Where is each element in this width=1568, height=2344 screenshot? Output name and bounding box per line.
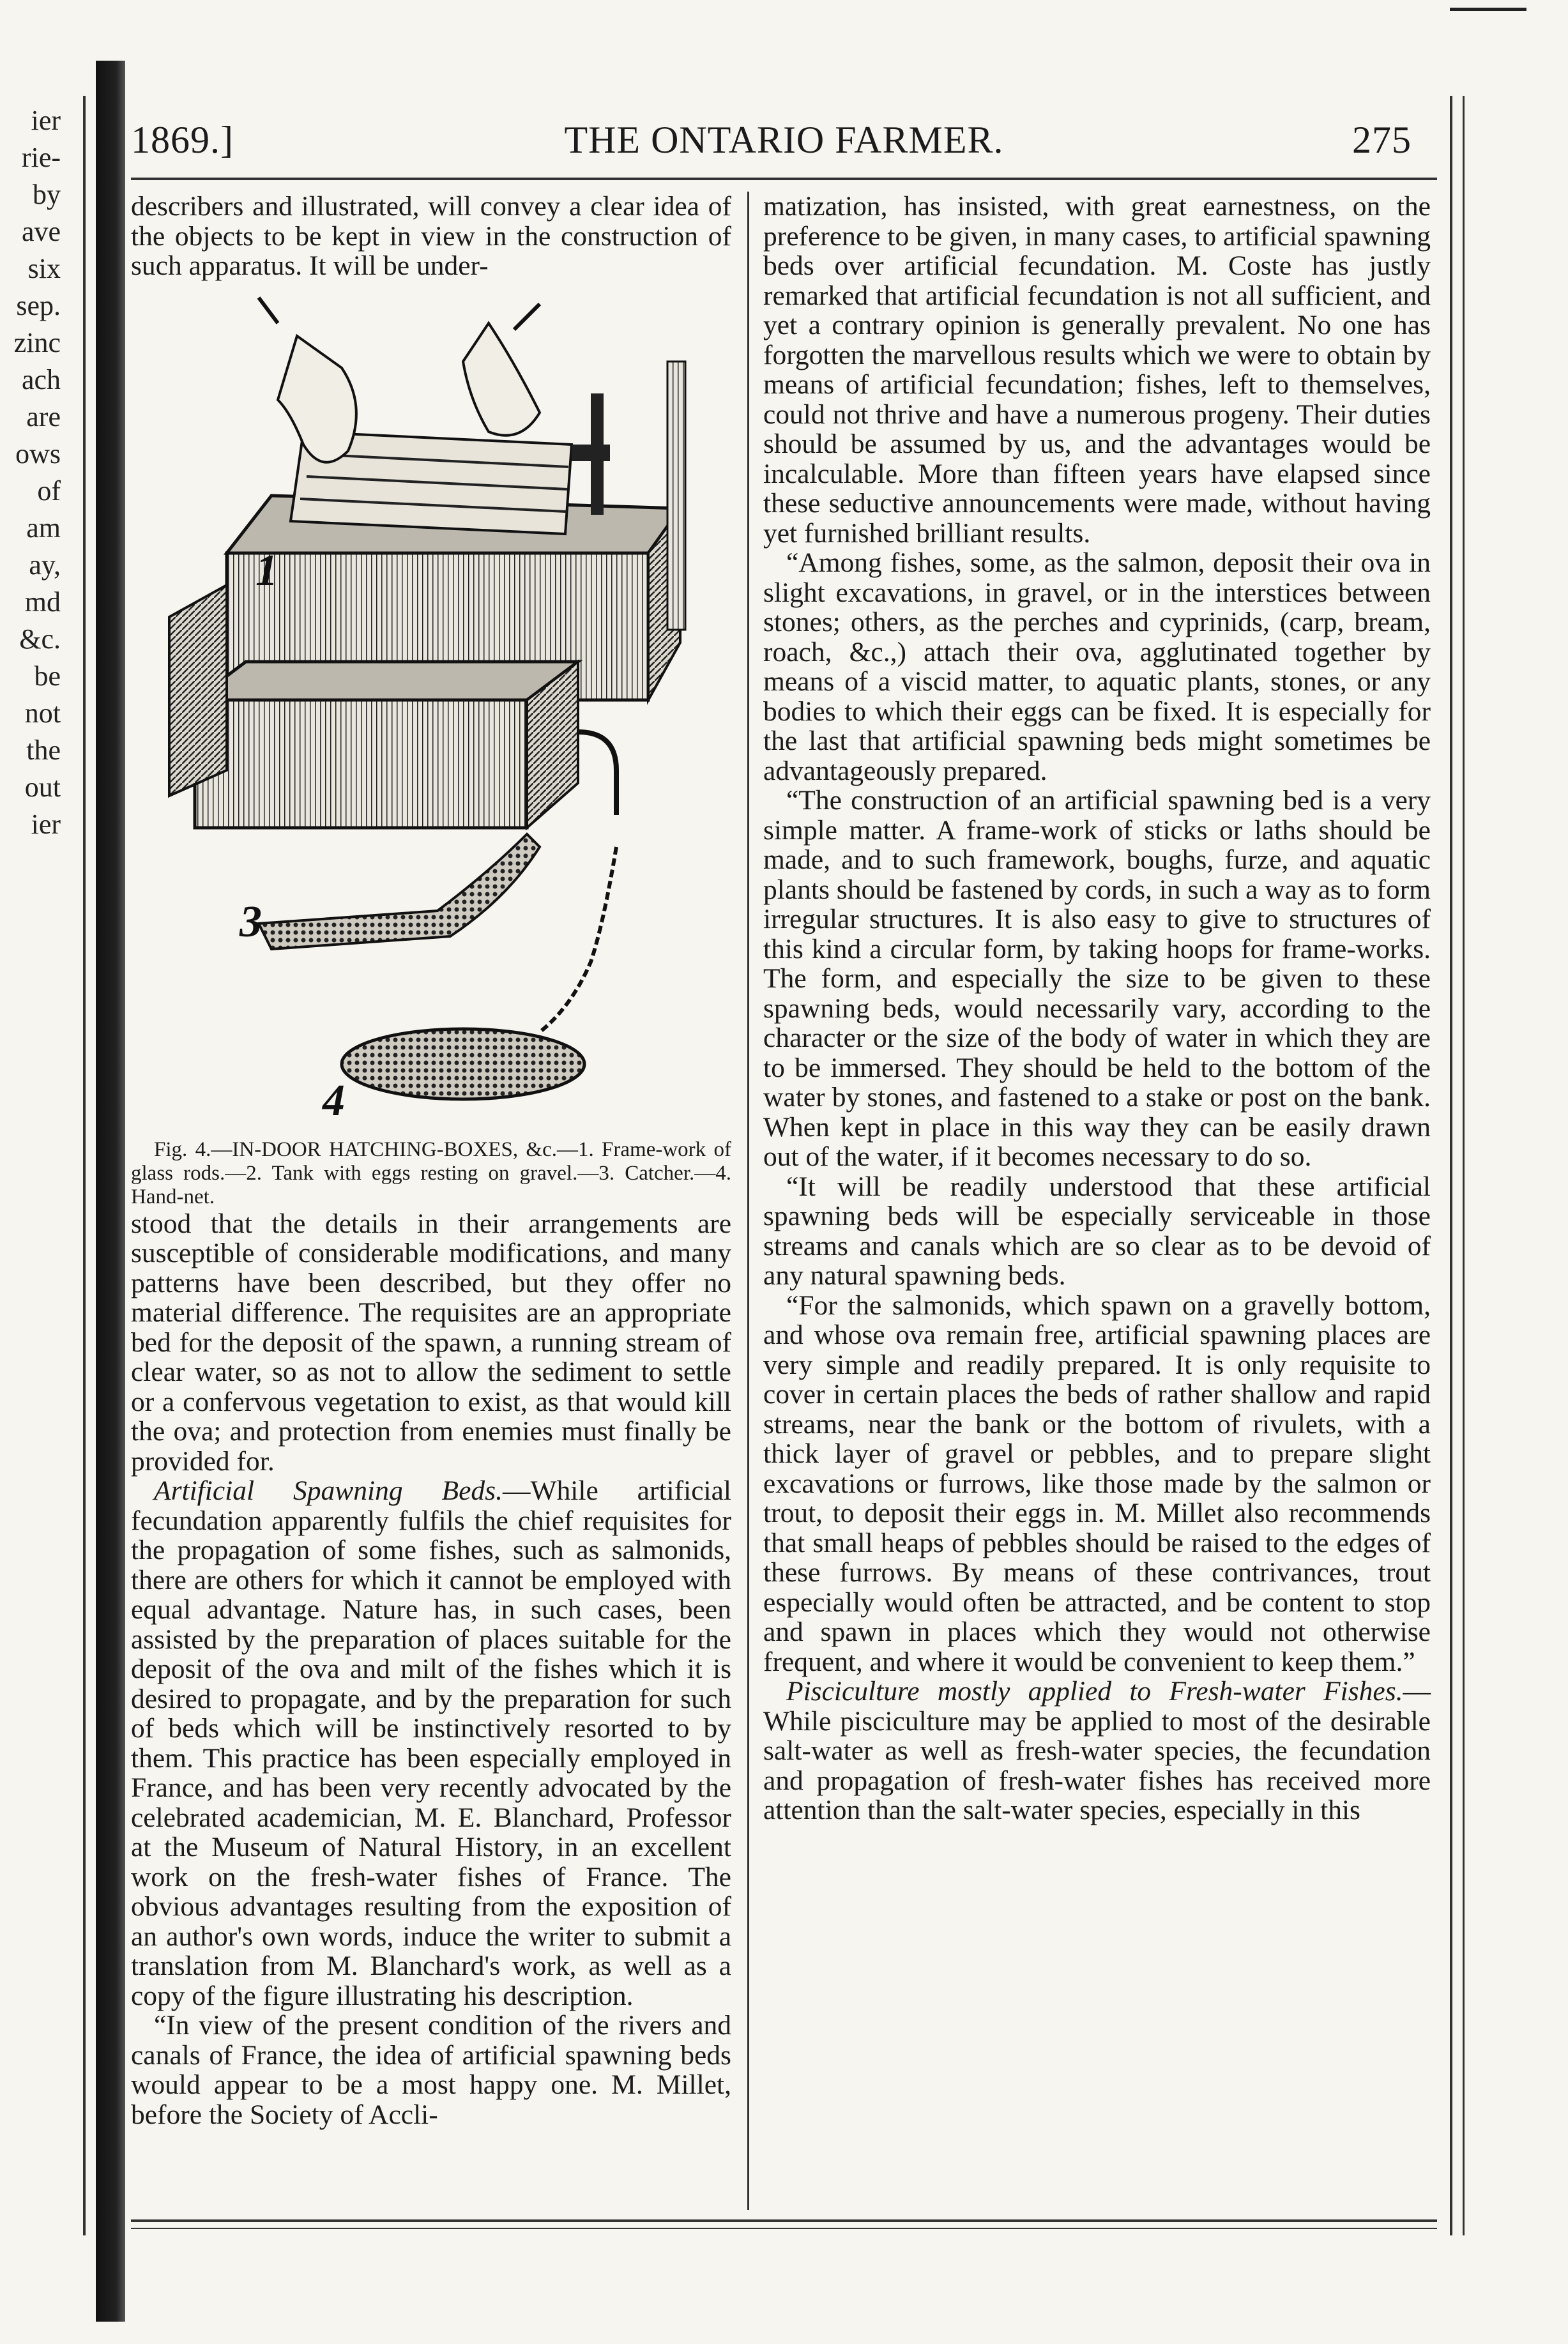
right-frame-rule-outer — [1463, 96, 1465, 2235]
running-header — [131, 118, 1437, 176]
top-corner-rule — [1450, 8, 1526, 11]
margin-fragment: zinc — [13, 327, 61, 358]
hatching-boxes-figure — [131, 285, 731, 1134]
page-number: 275 — [1352, 119, 1412, 161]
margin-fragment: the — [26, 734, 61, 766]
left-column — [131, 192, 731, 2129]
margin-fragment: md — [24, 586, 61, 618]
margin-fragment: by — [33, 179, 61, 210]
margin-fragment: am — [26, 512, 61, 544]
margin-fragment: be — [34, 660, 61, 692]
paragraph: describers and illustrated, will convey a clear idea of the objects to be kept in view in the construction of such apparatus. It will be under- — [131, 191, 731, 281]
page-binding-shadow — [96, 61, 125, 2322]
margin-fragment: rie- — [21, 142, 61, 173]
paragraph-body: —While artificial fecundation apparently fulfils the chief requisites for the propagation of some fishes, such as salmonids, there are others for which it cannot be employed with equal advantage. Nature has, in such cases, been assisted by the preparation of places suitable for the deposit of the ova and milt of the fishes which it is desired to propagate, and by the preparation for such of beds which will be instinctively resorted to by them. This practice has been especially employed in France, and has been very recently advocated by the celebrated academician, M. E. Blanchard, Professor at the Museum of Natural History, in an excellent work on the fresh-water fishes of France. The obvious advantages resulting from the exposition of an author's own words, induce the writer to submit a translation from M. Blanchard's work, as well as a copy of the figure illustrating his description. — [131, 1475, 732, 2011]
figure-label-1: 1 — [255, 545, 278, 595]
margin-fragment: ier — [31, 809, 61, 840]
bottom-rule — [131, 2219, 1437, 2222]
margin-fragment: not — [24, 697, 61, 729]
section-heading: Artificial Spawning Beds. — [154, 1475, 503, 1506]
adjacent-page-fragment — [0, 102, 61, 843]
header-date: 1869.] — [131, 119, 234, 161]
section-heading: Pisciculture mostly applied to Fresh-water Fishes. — [786, 1676, 1403, 1707]
right-frame-rule — [1450, 96, 1452, 2235]
paragraph: “The construction of an artificial spawning bed is a very simple matter. A frame-work of sticks or laths should be made, and to such framework, boughs, furze, and aquatic plants should be fastened by cords, in such a way as to form irregular structures. It is also easy to give to structures of this kind a circular form, by taking hoops for frame-works. The form, and especially the size to be given to these spawning beds, would necessarily vary, according to the character or the size of the body of water in which they are to be immersed. They should be held to the bottom of the water by stones, and fastened to a stake or post on the bank. When kept in place in this way they can be easily drawn out of the water, if it becomes necessary to do so. — [763, 785, 1431, 1172]
margin-fragment: &c. — [19, 623, 61, 655]
column-divider — [747, 192, 749, 2210]
journal-title: THE ONTARIO FARMER. — [564, 119, 1004, 161]
margin-fragment: of — [37, 475, 61, 506]
left-frame-rule — [83, 96, 86, 2235]
hatching-boxes-illustration — [131, 285, 731, 1134]
margin-fragment: ier — [31, 105, 61, 136]
margin-fragment: ach — [21, 364, 61, 395]
paragraph: “It will be readily understood that these artificial spawning beds will be especially serviceable in those streams and canals which are so clear as to be devoid of any natural spawning beds. — [763, 1171, 1431, 1291]
margin-fragment: six — [27, 253, 61, 284]
right-column — [763, 192, 1431, 1825]
margin-fragment: ows — [15, 438, 61, 469]
paragraph: “For the salmonids, which spawn on a gravelly bottom, and whose ova remain free, artificial spawning places are very simple and readily prepared. It is only requisite to cover in certain places the beds of rather shallow and rapid streams, near the bank or the bottom of rivulets, with a thick layer of gravel or pebbles, and to prepare slight excavations or furrows, like those made by the salmon or trout, to deposit their eggs in. M. Millet also recommends that small heaps of pebbles should be raised to the edges of these furrows. By means of these contrivances, trout especially would often be attracted, and be content to stop and spawn in places which they would not otherwise frequent, and where it would be convenient to keep them.” — [763, 1290, 1431, 1677]
paragraph-with-heading — [763, 1677, 1431, 1825]
margin-fragment: ay, — [29, 549, 61, 581]
paragraph: “Among fishes, some, as the salmon, deposit their ova in slight excavations, in gravel, or in the interstices between stones; others, as the perches and cyprinids, (carp, bream, roach, &c.,) attach their ova, agglutinated together by means of a viscid matter, to aquatic plants, stones, or any bodies to which their eggs can be fixed. It is especially for the last that artificial spawning beds might sometimes be advantageously prepared. — [763, 547, 1431, 786]
paragraph: “In view of the present condition of the rivers and canals of France, the idea of artificial spawning beds would appear to be a most happy one. M. Millet, before the Society of Accli- — [131, 2010, 731, 2130]
margin-fragment: sep. — [16, 290, 61, 321]
paragraph-body: —While pisciculture may be applied to most of the desirable salt-water as well as fresh-water species, the fecundation and propagation of fresh-water fishes has received more attention than the salt-water species, especially in this — [763, 1676, 1431, 1825]
header-rule — [131, 178, 1437, 180]
figure-label-3: 3 — [240, 897, 262, 947]
figure-label-4: 4 — [323, 1076, 345, 1125]
paragraph: matization, has insisted, with great earnestness, on the preference to be given, in many cases, to artificial spawning beds over artificial fecundation. M. Coste has justly remarked that artificial fecundation is not all sufficient, and yet a contrary opinion is generally prevalent. No one has forgotten the marvellous results which we were to obtain by means of artificial fecundation; fishes, left to themselves, could not thrive and have a numerous progeny. Their duties should be assumed by us, and the advantages would be incalculable. More than fifteen years have elapsed since these seductive announcements were made, without having yet furnished brilliant results. — [763, 191, 1431, 549]
paragraph-with-heading — [131, 1476, 731, 2011]
margin-fragment: ave — [21, 216, 61, 247]
margin-fragment: out — [24, 772, 61, 803]
bottom-rule-thin — [131, 2228, 1437, 2229]
figure-caption: Fig. 4.—IN-DOOR HATCHING-BOXES, &c.—1. Frame-work of glass rods.—2. Tank with eggs resting on gravel.—3. Catcher.—4. Hand-net. — [131, 1138, 731, 1208]
paragraph: stood that the details in their arrangements are susceptible of considerable modifications, and many patterns have been described, but they offer no material difference. The requisites are an appropriate bed for the deposit of the spawn, a running stream of clear water, so as not to allow the sediment to settle or a confervous vegetation to exist, as that would kill the ova; and protection from enemies must finally be provided for. — [131, 1208, 731, 1477]
margin-fragment: are — [26, 401, 61, 432]
